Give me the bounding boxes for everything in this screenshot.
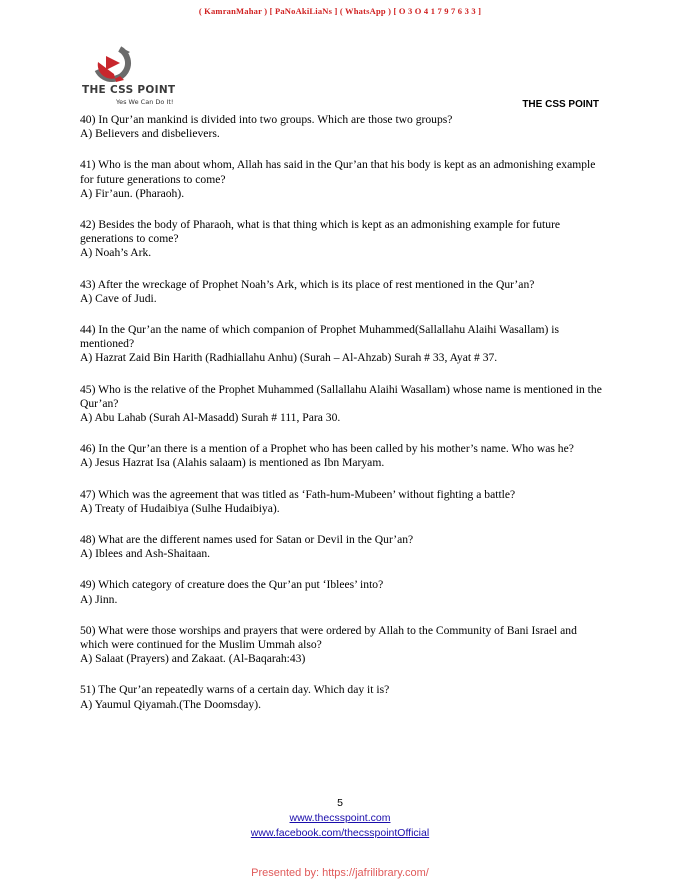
qa-item <box>80 533 605 561</box>
qa-item <box>80 488 605 516</box>
answer: A) Treaty of Hudaibiya (Sulhe Hudaibiya). <box>80 501 280 515</box>
qa-item <box>80 218 605 261</box>
question: 46) In the Qur’an there is a mention of a Prophet who has been called by his mother’s name. Who was he? <box>80 442 574 456</box>
answer: A) Yaumul Qiyamah.(The Doomsday). <box>80 697 261 711</box>
answer: A) Abu Lahab (Surah Al-Masadd) Surah # 111, Para 30. <box>80 411 341 425</box>
qa-item <box>80 113 605 141</box>
logo <box>82 42 192 112</box>
question: 50) What were those worships and prayers that were ordered by Allah to the Community of Bani Israel and which were continued for the Muslim Ummah also? <box>80 623 577 652</box>
answer: A) Cave of Judi. <box>80 291 157 305</box>
website-link[interactable]: www.thecsspoint.com <box>289 812 391 824</box>
facebook-link[interactable]: www.facebook.com/thecsspointOfficial <box>250 827 430 839</box>
question: 48) What are the different names used for Satan or Devil in the Qur’an? <box>80 533 414 547</box>
qa-item <box>80 683 605 711</box>
qa-item <box>80 278 605 306</box>
presented-by-watermark: Presented by: https://jafrilibrary.com/ <box>251 867 429 879</box>
question: 40) In Qur’an mankind is divided into two groups. Which are those two groups? <box>80 113 453 126</box>
question: 42) Besides the body of Pharaoh, what is that thing which is kept as an admonishing example for future generations to come? <box>80 218 561 246</box>
question: 43) After the wreckage of Prophet Noah’s Ark, which is its place of rest mentioned in the Qur’an? <box>80 277 535 291</box>
question: 51) The Qur’an repeatedly warns of a certain day. Which day it is? <box>80 683 390 697</box>
answer: A) Salaat (Prayers) and Zakaat. (Al-Baqarah:43) <box>80 652 306 666</box>
header-title: THE CSS POINT <box>522 99 599 110</box>
page-number: 5 <box>337 797 343 809</box>
logo-tagline: Yes We Can Do It! <box>116 98 174 106</box>
question: 41) Who is the man about whom, Allah has said in the Qur’an that his body is kept as an admonishing example for future generations to come? <box>80 158 596 186</box>
question: 44) In the Qur’an the name of which companion of Prophet Muhammed(Sallallahu Alaihi Wasallam) is mentioned? <box>80 323 560 351</box>
answer: A) Jinn. <box>80 592 118 606</box>
logo-title: THE CSS POINT <box>82 84 176 96</box>
qa-item <box>80 323 605 366</box>
answer: A) Jesus Hazrat Isa (Alahis salaam) is mentioned as Ibn Maryam. <box>80 456 385 470</box>
qa-item <box>80 383 605 426</box>
css-point-logo-icon <box>90 42 134 84</box>
qa-item <box>80 442 605 470</box>
question: 47) Which was the agreement that was titled as ‘Fath-hum-Mubeen’ without fighting a battle? <box>80 487 516 501</box>
qa-item <box>80 158 605 201</box>
qa-list <box>80 113 605 729</box>
question: 45) Who is the relative of the Prophet Muhammed (Sallallahu Alaihi Wasallam) whose name is mentioned in the Qur’an? <box>80 382 602 410</box>
answer: A) Noah’s Ark. <box>80 246 152 260</box>
question: 49) Which category of creature does the Qur’an put ‘Iblees’ into? <box>80 578 384 592</box>
answer: A) Believers and disbelievers. <box>80 127 220 141</box>
top-banner: ( KamranMahar ) [ PaNoAkiLiaNs ] ( WhatsApp ) [ O 3 O 4 1 7 9 7 6 3 3 ] <box>198 6 482 16</box>
qa-item <box>80 624 605 667</box>
answer: A) Fir’aun. (Pharaoh). <box>80 186 185 200</box>
answer: A) Iblees and Ash-Shaitaan. <box>80 547 211 561</box>
answer: A) Hazrat Zaid Bin Harith (Radhiallahu Anhu) (Surah – Al-Ahzab) Surah # 33, Ayat # 37. <box>80 351 498 365</box>
qa-item <box>80 578 605 606</box>
